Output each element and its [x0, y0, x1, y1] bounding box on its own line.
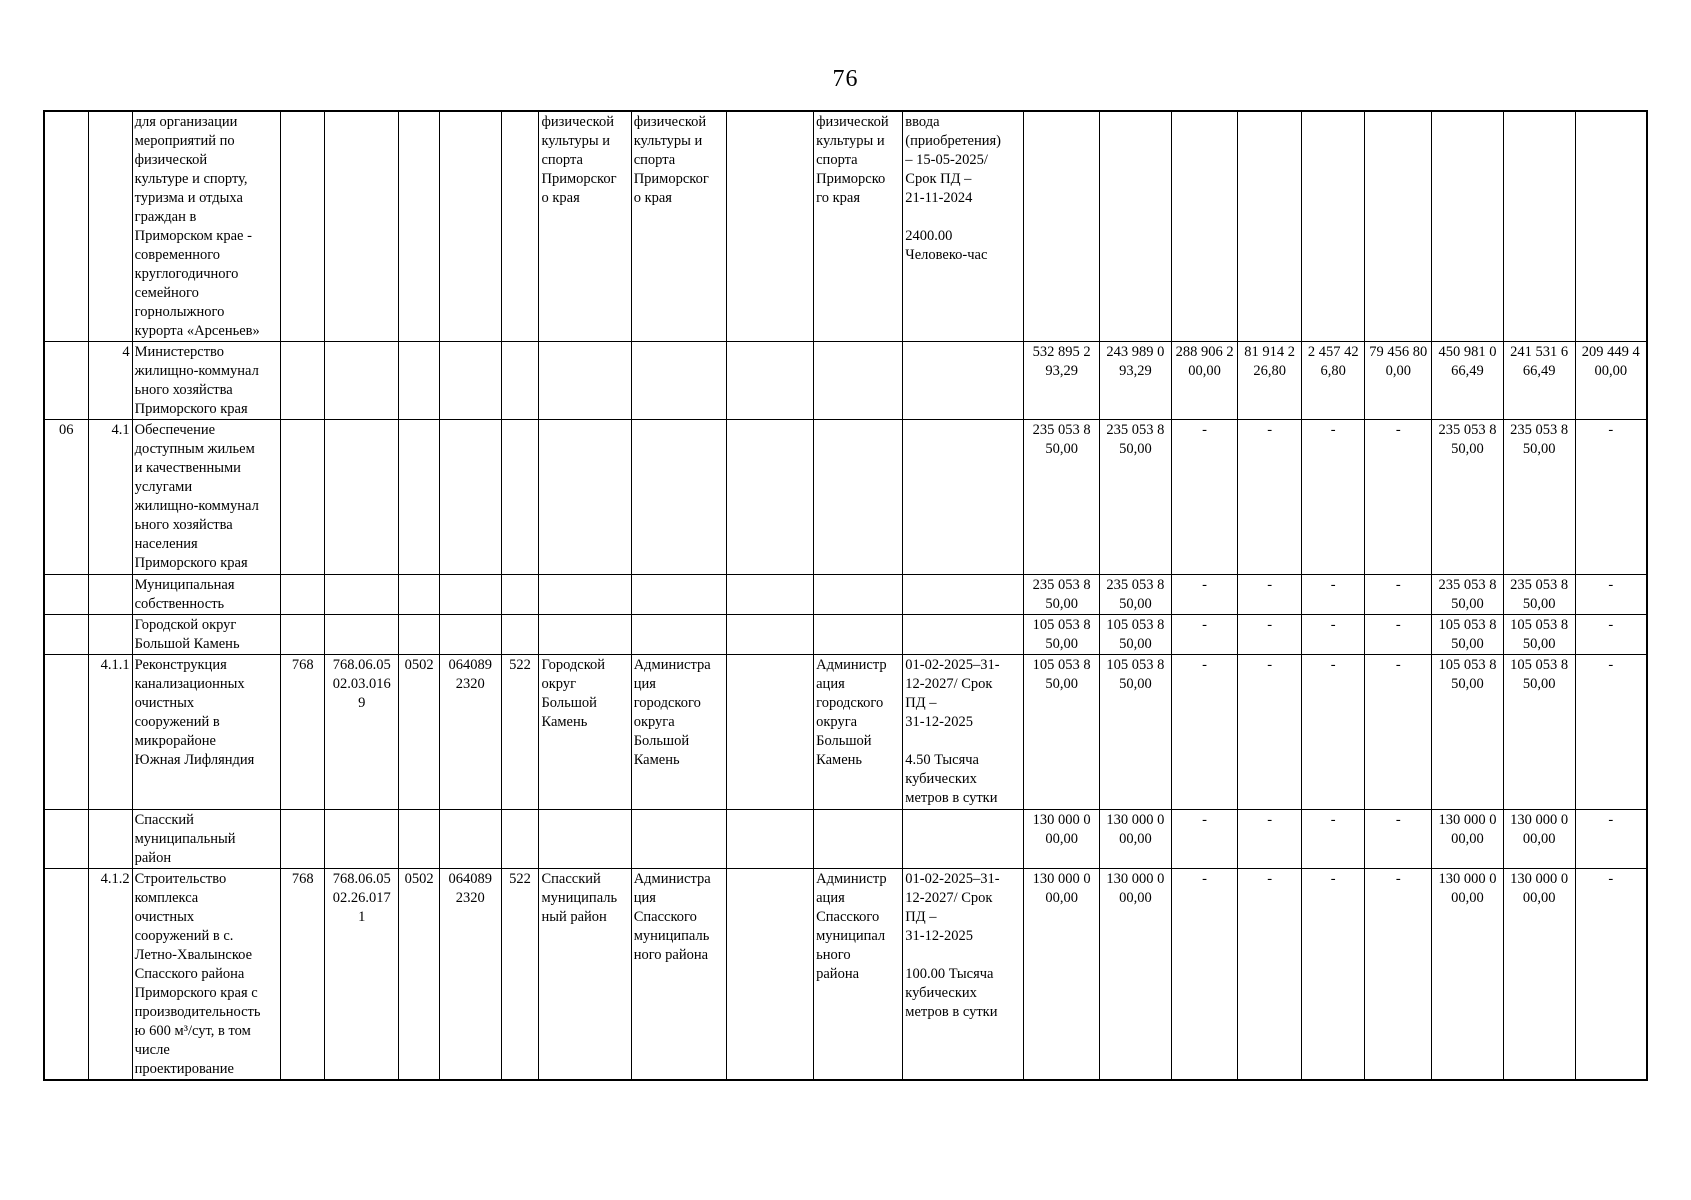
col-2026-federal-cell: -	[1575, 575, 1647, 615]
col-2026-regional-cell: 235 053 8 50,00	[1503, 575, 1575, 615]
col-customer-cell: Администра ция Спасского муниципаль ного района	[631, 869, 726, 1081]
col-grbs-cell: 768	[281, 655, 325, 810]
col-code-cell	[44, 342, 88, 420]
col-code-cell	[44, 810, 88, 869]
col-total-federal-cell: -	[1171, 615, 1238, 655]
col-2026-total-cell: 130 000 0 00,00	[1432, 869, 1504, 1081]
col-capacity-term-cell	[903, 615, 1024, 655]
col-2026-regional-cell	[1503, 111, 1575, 342]
col-capacity-term-cell: 01-02-2025–31- 12-2027/ Срок ПД – 31-12-2025 4.50 Тысяча кубических метров в сутки	[903, 655, 1024, 810]
col-total-regional-cell: 130 000 0 00,00	[1100, 810, 1172, 869]
col-recipient-cell	[814, 342, 903, 420]
col-capacity-term-cell	[903, 342, 1024, 420]
col-location-cell	[539, 615, 631, 655]
col-name-cell: Муниципальная собственность	[132, 575, 281, 615]
col-2025-federal-cell: -	[1365, 420, 1432, 575]
col-location-cell	[539, 810, 631, 869]
col-total-federal-cell: -	[1171, 869, 1238, 1081]
col-total-regional-cell: 105 053 8 50,00	[1100, 655, 1172, 810]
col-2026-federal-cell: -	[1575, 869, 1647, 1081]
col-2026-total-cell: 105 053 8 50,00	[1432, 655, 1504, 810]
col-total-cell: 105 053 8 50,00	[1024, 615, 1100, 655]
col-code-cell: 06	[44, 420, 88, 575]
col-2025-regional-cell: -	[1301, 655, 1365, 810]
col-recipient-cell	[814, 615, 903, 655]
col-developer-cell	[727, 342, 814, 420]
col-capacity-term-cell	[903, 420, 1024, 575]
col-developer-cell	[727, 615, 814, 655]
col-name-cell: Министерство жилищно-коммунал ьного хозяйства Приморского края	[132, 342, 281, 420]
col-2025-total-cell	[1238, 111, 1302, 342]
col-total-federal-cell: -	[1171, 575, 1238, 615]
col-2026-regional-cell: 130 000 0 00,00	[1503, 869, 1575, 1081]
col-target-article-cell	[440, 615, 501, 655]
col-location-cell	[539, 575, 631, 615]
col-total-regional-cell: 235 053 8 50,00	[1100, 420, 1172, 575]
row-4	[44, 342, 1647, 420]
col-section-cell: 0502	[399, 655, 440, 810]
col-2025-regional-cell	[1301, 111, 1365, 342]
col-name-cell: Реконструкция канализационных очистных сооружений в микрорайоне Южная Лифляндия	[132, 655, 281, 810]
col-2026-federal-cell: -	[1575, 420, 1647, 575]
col-capacity-term-cell	[903, 575, 1024, 615]
col-section-cell	[399, 615, 440, 655]
col-object-code-cell	[325, 342, 399, 420]
col-code-cell	[44, 869, 88, 1081]
col-target-article-cell: 064089 2320	[440, 655, 501, 810]
col-expense-type-cell	[501, 420, 539, 575]
col-recipient-cell: Администр ация городского округа Большой Камень	[814, 655, 903, 810]
col-expense-type-cell	[501, 810, 539, 869]
col-section-cell: 0502	[399, 869, 440, 1081]
col-developer-cell	[727, 111, 814, 342]
col-total-regional-cell: 235 053 8 50,00	[1100, 575, 1172, 615]
col-total-cell: 130 000 0 00,00	[1024, 869, 1100, 1081]
col-name-cell: Городской округ Большой Камень	[132, 615, 281, 655]
col-developer-cell	[727, 420, 814, 575]
col-2025-regional-cell: -	[1301, 575, 1365, 615]
col-2025-regional-cell: 2 457 42 6,80	[1301, 342, 1365, 420]
col-code-cell	[44, 111, 88, 342]
col-recipient-cell: Администр ация Спасского муниципал ьного района	[814, 869, 903, 1081]
col-location-cell: Городской округ Большой Камень	[539, 655, 631, 810]
col-object-code-cell	[325, 575, 399, 615]
col-expense-type-cell	[501, 111, 539, 342]
col-object-code-cell: 768.06.05 02.03.016 9	[325, 655, 399, 810]
col-grbs-cell	[281, 111, 325, 342]
col-2025-regional-cell: -	[1301, 420, 1365, 575]
col-2026-federal-cell: -	[1575, 655, 1647, 810]
col-location-cell: физической культуры и спорта Приморског о края	[539, 111, 631, 342]
col-capacity-term-cell	[903, 810, 1024, 869]
page-number: 76	[832, 66, 859, 92]
col-2025-federal-cell	[1365, 111, 1432, 342]
col-grbs-cell	[281, 810, 325, 869]
col-2026-regional-cell: 241 531 6 66,49	[1503, 342, 1575, 420]
col-total-cell: 105 053 8 50,00	[1024, 655, 1100, 810]
col-2026-regional-cell: 105 053 8 50,00	[1503, 615, 1575, 655]
col-2025-total-cell: -	[1238, 575, 1302, 615]
col-2026-total-cell: 130 000 0 00,00	[1432, 810, 1504, 869]
col-number-cell: 4.1.2	[88, 869, 132, 1081]
col-developer-cell	[727, 575, 814, 615]
col-total-regional-cell: 105 053 8 50,00	[1100, 615, 1172, 655]
col-2025-federal-cell: -	[1365, 869, 1432, 1081]
col-expense-type-cell	[501, 575, 539, 615]
col-2026-total-cell: 235 053 8 50,00	[1432, 575, 1504, 615]
col-location-cell: Спасский муниципаль ный район	[539, 869, 631, 1081]
col-total-cell: 130 000 0 00,00	[1024, 810, 1100, 869]
col-2025-regional-cell: -	[1301, 615, 1365, 655]
col-2025-federal-cell: -	[1365, 810, 1432, 869]
budget-table	[43, 110, 1648, 1081]
col-customer-cell	[631, 615, 726, 655]
col-code-cell	[44, 615, 88, 655]
col-expense-type-cell	[501, 615, 539, 655]
col-2026-federal-cell: 209 449 4 00,00	[1575, 342, 1647, 420]
col-section-cell	[399, 342, 440, 420]
col-customer-cell: физической культуры и спорта Приморског о края	[631, 111, 726, 342]
col-total-federal-cell	[1171, 111, 1238, 342]
col-name-cell: Строительство комплекса очистных сооружений в с. Летно-Хвалынское Спасского района Приморского края с производительность ю 600 м³/сут, в том числе проектирование	[132, 869, 281, 1081]
col-number-cell	[88, 615, 132, 655]
row-4-1-1	[44, 655, 1647, 810]
col-developer-cell	[727, 869, 814, 1081]
col-developer-cell	[727, 655, 814, 810]
col-2026-total-cell: 450 981 0 66,49	[1432, 342, 1504, 420]
col-2025-total-cell: 81 914 2 26,80	[1238, 342, 1302, 420]
row-4-1	[44, 420, 1647, 575]
col-number-cell	[88, 575, 132, 615]
col-object-code-cell	[325, 420, 399, 575]
col-2026-total-cell	[1432, 111, 1504, 342]
col-2025-total-cell: -	[1238, 810, 1302, 869]
col-customer-cell	[631, 575, 726, 615]
col-name-cell: Обеспечение доступным жильем и качественными услугами жилищно-коммунал ьного хозяйства населения Приморского края	[132, 420, 281, 575]
col-section-cell	[399, 810, 440, 869]
col-target-article-cell	[440, 810, 501, 869]
col-developer-cell	[727, 810, 814, 869]
col-2026-federal-cell	[1575, 111, 1647, 342]
col-2025-total-cell: -	[1238, 869, 1302, 1081]
col-grbs-cell	[281, 615, 325, 655]
col-recipient-cell	[814, 420, 903, 575]
col-2026-regional-cell: 105 053 8 50,00	[1503, 655, 1575, 810]
col-total-federal-cell: -	[1171, 420, 1238, 575]
col-expense-type-cell: 522	[501, 655, 539, 810]
col-total-cell: 532 895 2 93,29	[1024, 342, 1100, 420]
col-target-article-cell	[440, 420, 501, 575]
col-target-article-cell: 064089 2320	[440, 869, 501, 1081]
col-total-federal-cell: -	[1171, 655, 1238, 810]
col-target-article-cell	[440, 342, 501, 420]
col-2025-federal-cell: -	[1365, 575, 1432, 615]
col-2026-federal-cell: -	[1575, 615, 1647, 655]
row-continuation	[44, 111, 1647, 342]
col-total-cell	[1024, 111, 1100, 342]
col-grbs-cell	[281, 575, 325, 615]
col-2025-total-cell: -	[1238, 420, 1302, 575]
col-object-code-cell	[325, 111, 399, 342]
col-2025-total-cell: -	[1238, 615, 1302, 655]
col-total-regional-cell: 130 000 0 00,00	[1100, 869, 1172, 1081]
col-target-article-cell	[440, 111, 501, 342]
col-name-cell: для организации мероприятий по физической культуре и спорту, туризма и отдыха граждан в Приморском крае - современного круглогодичного семейного горнолыжного курорта «Арсеньев»	[132, 111, 281, 342]
col-recipient-cell: физической культуры и спорта Приморско го края	[814, 111, 903, 342]
col-number-cell	[88, 810, 132, 869]
col-grbs-cell	[281, 342, 325, 420]
col-2026-regional-cell: 130 000 0 00,00	[1503, 810, 1575, 869]
col-2025-federal-cell: -	[1365, 655, 1432, 810]
col-recipient-cell	[814, 575, 903, 615]
row-municipal-property	[44, 575, 1647, 615]
col-name-cell: Спасский муниципальный район	[132, 810, 281, 869]
col-2025-regional-cell: -	[1301, 810, 1365, 869]
col-recipient-cell	[814, 810, 903, 869]
col-2025-federal-cell: 79 456 80 0,00	[1365, 342, 1432, 420]
col-number-cell: 4.1.1	[88, 655, 132, 810]
col-total-cell: 235 053 8 50,00	[1024, 575, 1100, 615]
col-code-cell	[44, 575, 88, 615]
col-customer-cell	[631, 420, 726, 575]
col-total-federal-cell: -	[1171, 810, 1238, 869]
col-object-code-cell: 768.06.05 02.26.017 1	[325, 869, 399, 1081]
col-2026-regional-cell: 235 053 8 50,00	[1503, 420, 1575, 575]
col-section-cell	[399, 575, 440, 615]
row-4-1-2	[44, 869, 1647, 1081]
col-2026-total-cell: 235 053 8 50,00	[1432, 420, 1504, 575]
col-2025-federal-cell: -	[1365, 615, 1432, 655]
col-customer-cell	[631, 342, 726, 420]
col-object-code-cell	[325, 810, 399, 869]
col-expense-type-cell: 522	[501, 869, 539, 1081]
row-spassky	[44, 810, 1647, 869]
col-expense-type-cell	[501, 342, 539, 420]
col-target-article-cell	[440, 575, 501, 615]
col-total-federal-cell: 288 906 2 00,00	[1171, 342, 1238, 420]
col-number-cell: 4	[88, 342, 132, 420]
table-body	[44, 111, 1647, 1080]
col-section-cell	[399, 111, 440, 342]
col-number-cell	[88, 111, 132, 342]
col-customer-cell	[631, 810, 726, 869]
col-grbs-cell: 768	[281, 869, 325, 1081]
col-2026-federal-cell: -	[1575, 810, 1647, 869]
col-code-cell	[44, 655, 88, 810]
col-section-cell	[399, 420, 440, 575]
col-2025-regional-cell: -	[1301, 869, 1365, 1081]
col-object-code-cell	[325, 615, 399, 655]
row-bolshoy-kamen	[44, 615, 1647, 655]
col-location-cell	[539, 420, 631, 575]
col-number-cell: 4.1	[88, 420, 132, 575]
col-2026-total-cell: 105 053 8 50,00	[1432, 615, 1504, 655]
col-2025-total-cell: -	[1238, 655, 1302, 810]
col-location-cell	[539, 342, 631, 420]
col-total-cell: 235 053 8 50,00	[1024, 420, 1100, 575]
col-capacity-term-cell: 01-02-2025–31- 12-2027/ Срок ПД – 31-12-2025 100.00 Тысяча кубических метров в сутки	[903, 869, 1024, 1081]
col-grbs-cell	[281, 420, 325, 575]
col-total-regional-cell: 243 989 0 93,29	[1100, 342, 1172, 420]
col-capacity-term-cell: ввода (приобретения) – 15-05-2025/ Срок ПД – 21-11-2024 2400.00 Человеко-час	[903, 111, 1024, 342]
col-total-regional-cell	[1100, 111, 1172, 342]
col-customer-cell: Администра ция городского округа Большой Камень	[631, 655, 726, 810]
